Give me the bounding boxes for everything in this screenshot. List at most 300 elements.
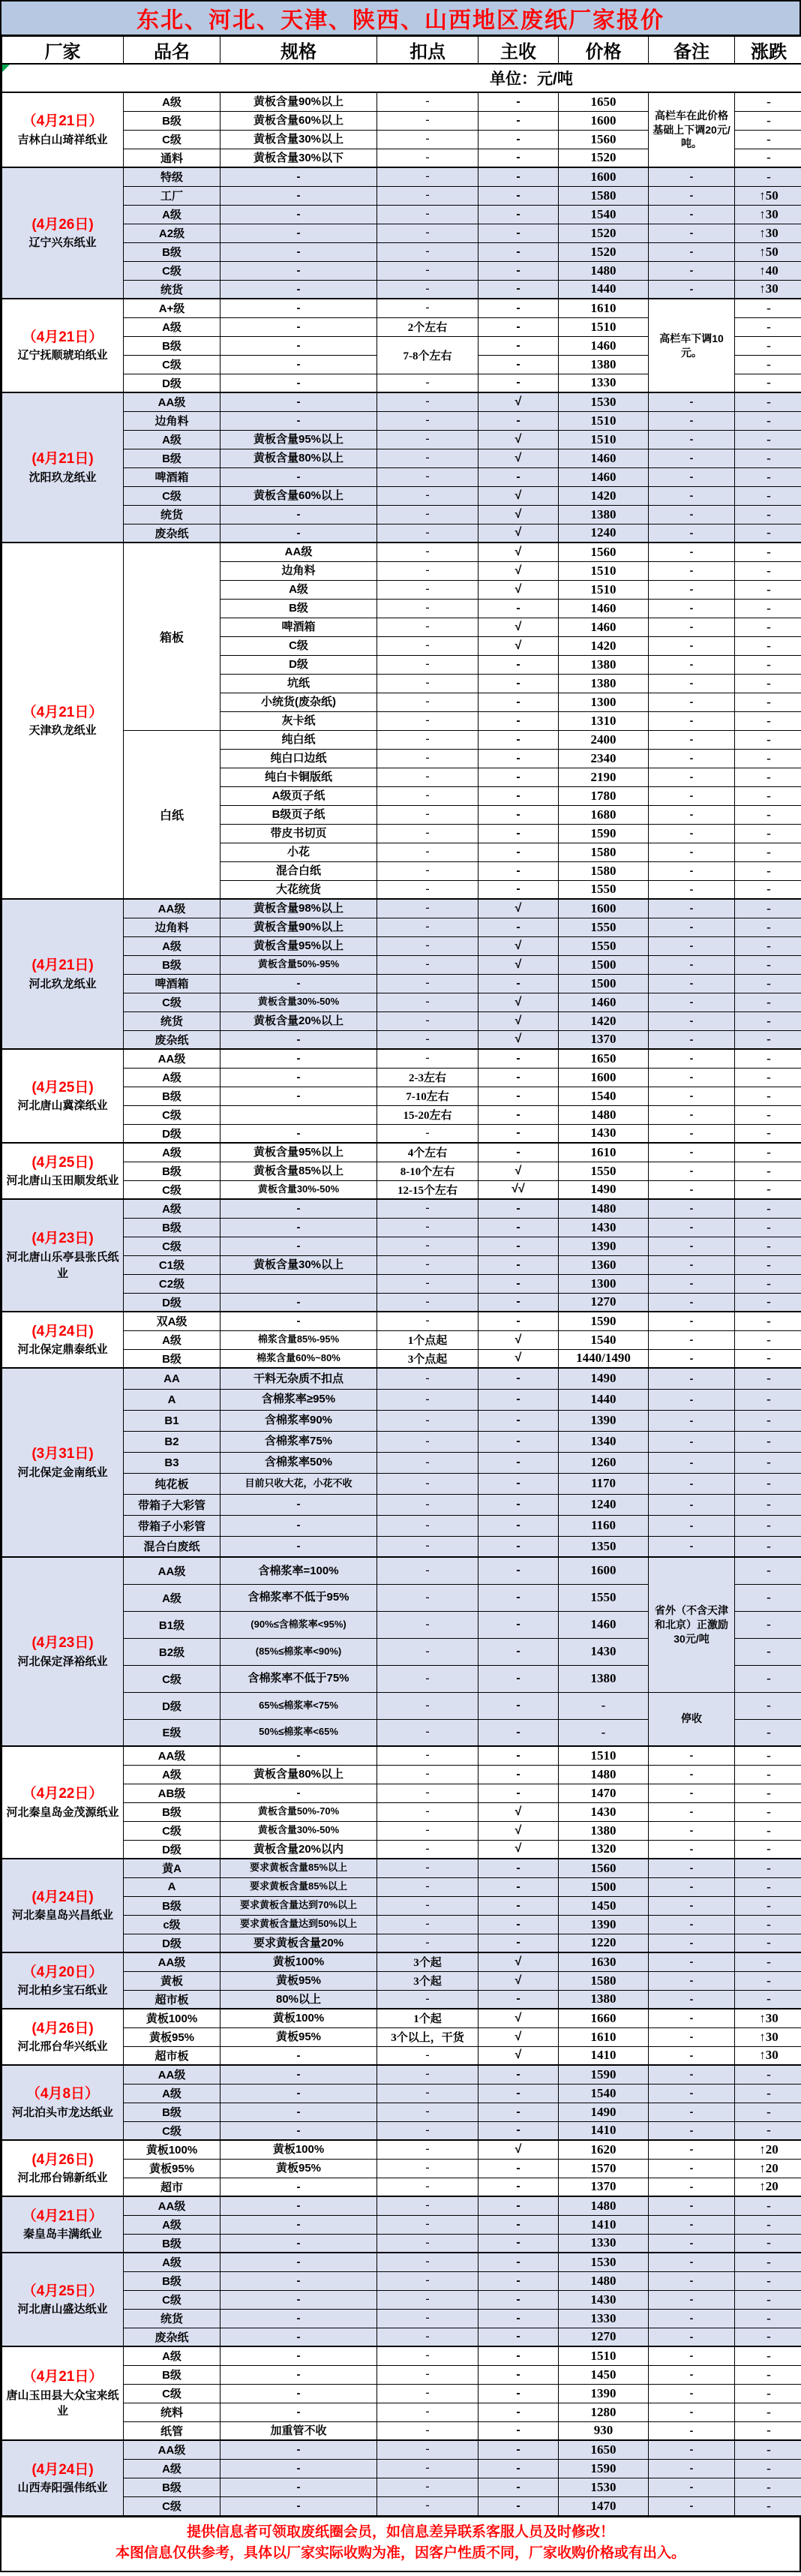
deduct-cell: - xyxy=(377,2328,478,2346)
price-cell: 1380 xyxy=(559,1665,649,1692)
table-row xyxy=(2,167,801,186)
grade-cell: B级 xyxy=(124,449,220,467)
grade-cell: A级 xyxy=(124,936,220,955)
remark-cell: - xyxy=(649,843,735,861)
remark-cell: - xyxy=(649,2384,735,2403)
remark-cell: - xyxy=(649,2478,735,2496)
accept-cell: - xyxy=(478,2403,559,2421)
remark-cell: - xyxy=(649,2496,735,2515)
change-cell: - xyxy=(735,1180,801,1199)
deduct-cell: - xyxy=(377,580,478,599)
accept-cell: - xyxy=(478,1473,559,1494)
deduct-cell: - xyxy=(377,1494,478,1515)
change-cell: - xyxy=(735,1934,801,1952)
spec-cell: 黄板100% xyxy=(220,2140,377,2159)
deduct-cell: - xyxy=(377,1218,478,1237)
accept-cell: - xyxy=(478,2290,559,2309)
spec-cell: 干料无杂质不扣点 xyxy=(220,1368,377,1389)
change-cell: - xyxy=(735,1638,801,1665)
factory-date: (4月25日) xyxy=(32,1079,94,1096)
price-cell: 1600 xyxy=(559,167,649,186)
accept-cell: - xyxy=(478,299,559,317)
grade-cell: B级 xyxy=(124,955,220,974)
remark-cell: - xyxy=(649,693,735,711)
remark-cell: - xyxy=(649,505,735,524)
remark-cell: - xyxy=(649,2309,735,2328)
price-cell: 1650 xyxy=(559,92,649,111)
grade-cell: A+级 xyxy=(124,299,220,317)
price-cell: 1540 xyxy=(559,2084,649,2103)
table-row xyxy=(2,543,801,561)
accept-cell: - xyxy=(478,2496,559,2515)
category-cell: 箱板 xyxy=(124,543,220,730)
change-cell: ↑30 xyxy=(735,2046,801,2065)
price-cell: 1610 xyxy=(559,299,649,317)
deduct-cell: - xyxy=(377,411,478,430)
column-header-change: 涨跌 xyxy=(735,37,801,65)
change-cell: - xyxy=(735,1143,801,1162)
price-cell: 1490 xyxy=(559,2103,649,2121)
grade-cell: B级 xyxy=(124,1087,220,1105)
price-cell: 1160 xyxy=(559,1515,649,1536)
accept-cell: √ xyxy=(478,505,559,524)
change-cell: - xyxy=(735,2328,801,2346)
remark-cell: - xyxy=(649,1105,735,1124)
grade-cell: C级 xyxy=(124,261,220,280)
change-cell: - xyxy=(735,1821,801,1840)
deduct-cell: - xyxy=(377,2403,478,2421)
change-cell: - xyxy=(735,355,801,374)
factory-cell xyxy=(2,1952,124,2009)
grade-cell: AA级 xyxy=(124,2196,220,2215)
spec-cell: 黄板含量30%-50% xyxy=(220,1180,377,1199)
spec-cell: 含棉浆率75% xyxy=(220,1431,377,1452)
remark-cell: - xyxy=(649,1896,735,1915)
table-row xyxy=(2,2196,801,2215)
change-cell: - xyxy=(735,974,801,993)
price-cell: 1600 xyxy=(559,111,649,130)
change-cell: ↑30 xyxy=(735,205,801,224)
grade-cell: 边角料 xyxy=(220,561,377,580)
deduct-cell: - xyxy=(377,2234,478,2253)
remark-cell: - xyxy=(649,2140,735,2159)
accept-cell: √ xyxy=(478,1030,559,1049)
accept-cell: - xyxy=(478,693,559,711)
price-cell: 1380 xyxy=(559,1821,649,1840)
accept-cell: - xyxy=(478,149,559,167)
price-cell: 1500 xyxy=(559,974,649,993)
grade-cell: A级 xyxy=(124,2253,220,2271)
remark-cell: - xyxy=(649,2253,735,2271)
change-cell: - xyxy=(735,505,801,524)
deduct-cell: - xyxy=(377,561,478,580)
spec-cell: - xyxy=(220,374,377,392)
spec-cell: - xyxy=(220,355,377,374)
accept-cell: - xyxy=(478,2234,559,2253)
spec-cell: - xyxy=(220,2046,377,2065)
price-cell: 1580 xyxy=(559,1971,649,1990)
table-header xyxy=(2,37,801,93)
grade-cell: AB级 xyxy=(124,1784,220,1802)
price-cell: 1510 xyxy=(559,411,649,430)
grade-cell: A级 xyxy=(124,430,220,449)
change-cell: - xyxy=(735,1802,801,1821)
grade-cell: AA级 xyxy=(220,543,377,561)
deduct-cell: - xyxy=(377,1255,478,1274)
grade-cell: C级 xyxy=(124,993,220,1011)
grade-cell: A级 xyxy=(124,1765,220,1784)
spec-cell: - xyxy=(220,1746,377,1765)
price-cell: 1380 xyxy=(559,1990,649,2009)
change-cell: - xyxy=(735,1237,801,1255)
deduct-cell: - xyxy=(377,599,478,618)
grade-cell: D级 xyxy=(124,1840,220,1859)
spec-cell: - xyxy=(220,1124,377,1143)
column-header-product: 品名 xyxy=(124,37,220,65)
change-cell: - xyxy=(735,1557,801,1584)
change-cell: - xyxy=(735,317,801,336)
change-cell: - xyxy=(735,805,801,824)
price-cell: 1410 xyxy=(559,2121,649,2140)
change-cell: - xyxy=(735,618,801,636)
accept-cell: √ xyxy=(478,636,559,655)
spec-cell: 黄板含量98%以上 xyxy=(220,899,377,918)
grade-cell: 统货 xyxy=(124,1011,220,1030)
accept-cell: - xyxy=(478,1859,559,1877)
deduct-cell: - xyxy=(377,2346,478,2365)
deduct-cell: - xyxy=(377,2084,478,2103)
price-cell: 1390 xyxy=(559,1237,649,1255)
change-cell: - xyxy=(735,1199,801,1218)
change-cell: - xyxy=(735,2346,801,2365)
deduct-cell: - xyxy=(377,1452,478,1473)
spec-cell: - xyxy=(220,2271,377,2290)
remark-cell: - xyxy=(649,880,735,899)
factory-cell xyxy=(2,2065,124,2140)
change-cell: - xyxy=(735,2121,801,2140)
price-cell: 1660 xyxy=(559,2009,649,2027)
deduct-cell: 12-15个左右 xyxy=(377,1180,478,1199)
remark-cell: - xyxy=(649,1030,735,1049)
deduct-cell: - xyxy=(377,524,478,543)
table-row xyxy=(2,2009,801,2027)
change-cell: - xyxy=(735,111,801,130)
price-cell: 1430 xyxy=(559,1638,649,1665)
grade-cell: 纯白纸 xyxy=(220,730,377,749)
remark-cell: - xyxy=(649,2271,735,2290)
unit-note: 单位：元/吨 xyxy=(490,71,573,88)
table-row xyxy=(2,2253,801,2271)
change-cell: - xyxy=(735,993,801,1011)
remark-cell: - xyxy=(649,861,735,880)
accept-cell: - xyxy=(478,1784,559,1802)
accept-cell: - xyxy=(478,205,559,224)
spec-cell: 含棉浆率不低于95% xyxy=(220,1584,377,1611)
table-row xyxy=(2,1859,801,1877)
remark-cell: - xyxy=(649,2346,735,2365)
price-cell: 1780 xyxy=(559,786,649,805)
remark-cell: - xyxy=(649,936,735,955)
change-cell: - xyxy=(735,1410,801,1431)
deduct-cell: - xyxy=(377,242,478,261)
deduct-cell: - xyxy=(377,936,478,955)
deduct-cell: - xyxy=(377,1746,478,1765)
grade-cell: C级 xyxy=(124,1180,220,1199)
accept-cell: - xyxy=(478,655,559,674)
deduct-cell: - xyxy=(377,2384,478,2403)
price-cell: 1530 xyxy=(559,392,649,411)
spec-cell: 黄板含量30%以上 xyxy=(220,130,377,149)
deduct-cell: - xyxy=(377,1638,478,1665)
grade-cell: A级 xyxy=(124,2084,220,2103)
unit-note-cell xyxy=(2,64,801,92)
grade-cell: B级 xyxy=(124,1162,220,1180)
accept-cell: - xyxy=(478,467,559,486)
price-cell: 1510 xyxy=(559,1746,649,1765)
table-row xyxy=(2,1368,801,1389)
change-cell: - xyxy=(735,693,801,711)
accept-cell: - xyxy=(478,92,559,111)
factory-cell xyxy=(2,2346,124,2440)
remark-cell: - xyxy=(649,786,735,805)
deduct-cell: - xyxy=(377,374,478,392)
deduct-cell: - xyxy=(377,636,478,655)
deduct-cell: - xyxy=(377,2421,478,2440)
factory-cell xyxy=(2,1557,124,1746)
price-cell: 1570 xyxy=(559,2159,649,2178)
remark-cell: - xyxy=(649,1389,735,1410)
deduct-cell: - xyxy=(377,261,478,280)
grade-cell: 双A级 xyxy=(124,1312,220,1330)
price-cell: 1550 xyxy=(559,1162,649,1180)
price-cell: 1440/1490 xyxy=(559,1349,649,1368)
accept-cell: - xyxy=(478,1877,559,1896)
grade-cell: C级 xyxy=(220,636,377,655)
grade-cell: D级 xyxy=(124,1293,220,1312)
accept-cell: √ xyxy=(478,899,559,918)
spec-cell: - xyxy=(220,2440,377,2459)
change-cell: - xyxy=(735,374,801,392)
deduct-cell: - xyxy=(377,2196,478,2215)
deduct-cell: 3个点起 xyxy=(377,1349,478,1368)
remark-cell: - xyxy=(649,1802,735,1821)
grade-cell: 啤酒箱 xyxy=(124,467,220,486)
price-cell: 1610 xyxy=(559,2027,649,2046)
accept-cell: - xyxy=(478,1312,559,1330)
deduct-cell: - xyxy=(377,1124,478,1143)
deduct-cell: - xyxy=(377,711,478,730)
factory-cell xyxy=(2,1859,124,1952)
spec-cell: 黄板含量30%-50% xyxy=(220,1821,377,1840)
price-cell: 1460 xyxy=(559,336,649,355)
spec-cell xyxy=(220,1105,377,1124)
price-cell: 1600 xyxy=(559,1557,649,1584)
deduct-cell: 4个左右 xyxy=(377,1143,478,1162)
spec-cell: - xyxy=(220,336,377,355)
deduct-cell: - xyxy=(377,805,478,824)
remark-cell: - xyxy=(649,1746,735,1765)
accept-cell: - xyxy=(478,1199,559,1218)
spec-cell: 棉浆含量60%~80% xyxy=(220,1349,377,1368)
change-cell: - xyxy=(735,2421,801,2440)
change-cell: - xyxy=(735,1105,801,1124)
grade-cell: 混合白纸 xyxy=(220,861,377,880)
spec-cell: - xyxy=(220,2084,377,2103)
change-cell: - xyxy=(735,1859,801,1877)
change-cell: - xyxy=(735,1274,801,1293)
accept-cell: - xyxy=(478,2178,559,2196)
column-header-deduct: 扣点 xyxy=(377,37,478,65)
price-cell: 1420 xyxy=(559,486,649,505)
change-cell: - xyxy=(735,918,801,936)
remark-cell: - xyxy=(649,1431,735,1452)
price-cell: 1510 xyxy=(559,2346,649,2365)
spec-cell: - xyxy=(220,1312,377,1330)
grade-cell: AA级 xyxy=(124,2065,220,2084)
remark-cell: - xyxy=(649,224,735,242)
spec-cell: 含棉浆率=100% xyxy=(220,1557,377,1584)
grade-cell: B级 xyxy=(124,1802,220,1821)
deduct-cell: - xyxy=(377,392,478,411)
grade-cell: AA xyxy=(124,1368,220,1389)
remark-cell: - xyxy=(649,167,735,186)
accept-cell: - xyxy=(478,1124,559,1143)
grade-cell: B级 xyxy=(124,1896,220,1915)
factory-date: (4月26日) xyxy=(32,2020,94,2036)
remark-cell: - xyxy=(649,2196,735,2215)
remark-cell: - xyxy=(649,1765,735,1784)
grade-cell: 黄板95% xyxy=(124,2027,220,2046)
deduct-cell: - xyxy=(377,1473,478,1494)
price-cell: 1270 xyxy=(559,2328,649,2346)
price-cell: 1540 xyxy=(559,205,649,224)
spec-cell: - xyxy=(220,1293,377,1312)
accept-cell: √ xyxy=(478,1840,559,1859)
accept-cell: - xyxy=(478,411,559,430)
change-cell: - xyxy=(735,1389,801,1410)
accept-cell: - xyxy=(478,1068,559,1087)
remark-cell: - xyxy=(649,1255,735,1274)
grade-cell: B级 xyxy=(124,111,220,130)
grade-cell: C级 xyxy=(124,1105,220,1124)
grade-cell: 边角料 xyxy=(124,411,220,430)
page-title: 东北、河北、天津、陕西、山西地区废纸厂家报价 xyxy=(136,8,664,33)
accept-cell: √ xyxy=(478,2140,559,2159)
change-cell: - xyxy=(735,730,801,749)
change-cell: - xyxy=(735,1915,801,1934)
change-cell: - xyxy=(735,561,801,580)
table-row xyxy=(2,1199,801,1218)
price-cell: 1550 xyxy=(559,936,649,955)
grade-cell: C级 xyxy=(124,1237,220,1255)
deduct-cell: - xyxy=(377,2159,478,2178)
factory-cell xyxy=(2,2140,124,2196)
change-cell: - xyxy=(735,1990,801,2009)
remark-cell: - xyxy=(649,655,735,674)
accept-cell: - xyxy=(478,1934,559,1952)
change-cell: - xyxy=(735,599,801,618)
factory-date: (4月24日) xyxy=(32,1889,94,1905)
grade-cell: B级页子纸 xyxy=(220,805,377,824)
remark-cell: - xyxy=(649,1473,735,1494)
spec-cell xyxy=(220,1274,377,1293)
grade-cell: B2级 xyxy=(124,1638,220,1665)
accept-cell: √ xyxy=(478,1162,559,1180)
price-cell: 1460 xyxy=(559,618,649,636)
grade-cell: 统货 xyxy=(124,2309,220,2328)
footer-note xyxy=(2,2516,800,2571)
remark-cell: - xyxy=(649,674,735,693)
deduct-cell: - xyxy=(377,1821,478,1840)
spec-cell: - xyxy=(220,242,377,261)
deduct-cell: - xyxy=(377,693,478,711)
accept-cell: - xyxy=(478,2196,559,2215)
grade-cell: 纯花板 xyxy=(124,1473,220,1494)
spec-cell: - xyxy=(220,1237,377,1255)
spec-cell: - xyxy=(220,505,377,524)
factory-name: 河北唐山冀滦纸业 xyxy=(17,1099,108,1113)
grade-cell: A级 xyxy=(124,1199,220,1218)
price-cell: 1490 xyxy=(559,1180,649,1199)
accept-cell: - xyxy=(478,2159,559,2178)
deduct-cell: - xyxy=(377,280,478,299)
change-cell: - xyxy=(735,1692,801,1719)
grade-cell: B3 xyxy=(124,1452,220,1473)
grade-cell: AA级 xyxy=(124,1746,220,1765)
price-cell: 1300 xyxy=(559,693,649,711)
price-cell: 1510 xyxy=(559,580,649,599)
remark-cell: - xyxy=(649,1087,735,1105)
remark-cell: - xyxy=(649,1821,735,1840)
accept-cell: - xyxy=(478,1692,559,1719)
remark-cell: 停收 xyxy=(649,1692,735,1746)
spec-cell: - xyxy=(220,2103,377,2121)
price-cell: 1430 xyxy=(559,2290,649,2309)
factory-name: 山西寿阳强伟纸业 xyxy=(17,2481,108,2495)
change-cell: - xyxy=(735,1349,801,1368)
spec-cell: 含棉浆率≥95% xyxy=(220,1389,377,1410)
remark-cell: - xyxy=(649,1274,735,1293)
accept-cell: √ xyxy=(478,449,559,467)
change-cell: - xyxy=(735,2253,801,2271)
factory-name: 辽宁抚顺琥珀纸业 xyxy=(17,349,108,362)
remark-cell: - xyxy=(649,1143,735,1162)
change-cell: - xyxy=(735,749,801,768)
deduct-cell: - xyxy=(377,149,478,167)
grade-cell: AA级 xyxy=(124,1049,220,1068)
accept-cell: - xyxy=(478,824,559,843)
remark-cell: - xyxy=(649,2103,735,2121)
remark-cell: - xyxy=(649,449,735,467)
deduct-cell: - xyxy=(377,1431,478,1452)
accept-cell: - xyxy=(478,355,559,374)
grade-cell: 工厂 xyxy=(124,186,220,205)
factory-name: 河北邢台锦新纸业 xyxy=(17,2172,108,2185)
change-cell: - xyxy=(735,711,801,730)
change-cell: - xyxy=(735,1218,801,1237)
deduct-cell: - xyxy=(377,167,478,186)
price-cell: 1560 xyxy=(559,130,649,149)
accept-cell: - xyxy=(478,224,559,242)
remark-cell: - xyxy=(649,1859,735,1877)
price-cell: 1520 xyxy=(559,149,649,167)
price-cell: 1550 xyxy=(559,880,649,899)
spec-cell: 黄板含量95%以上 xyxy=(220,430,377,449)
factory-date: (4月23日) xyxy=(32,1231,94,1247)
change-cell: - xyxy=(735,1162,801,1180)
change-cell: - xyxy=(735,1584,801,1611)
change-cell: - xyxy=(735,1049,801,1068)
